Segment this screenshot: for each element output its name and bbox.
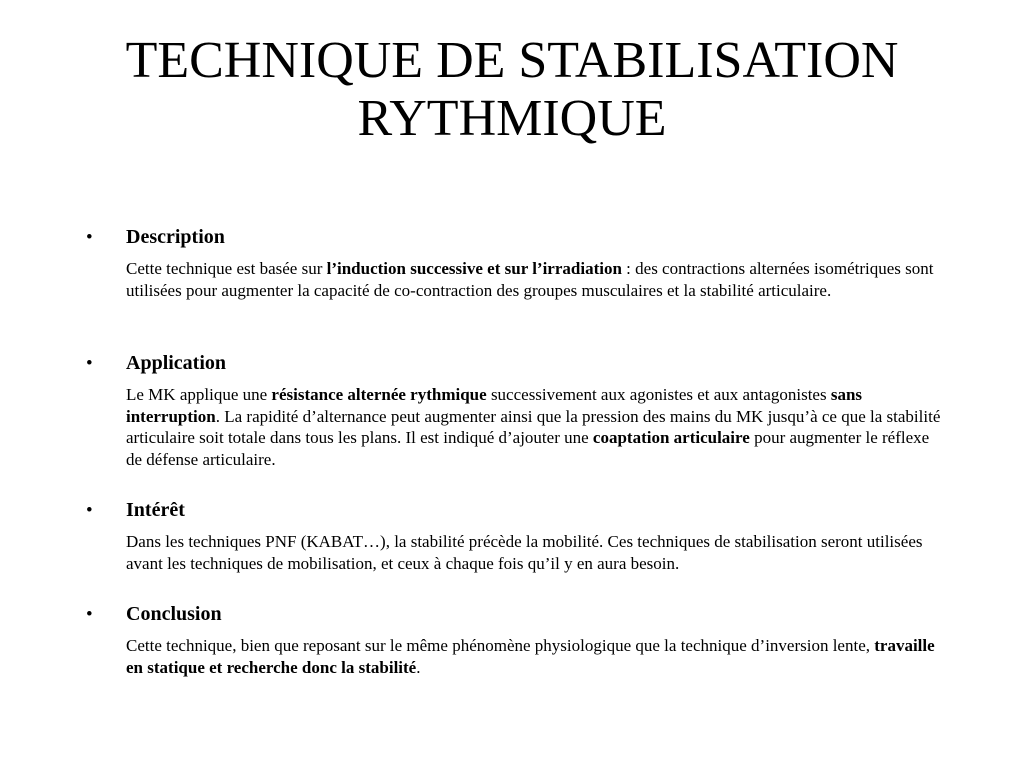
section-heading: Description	[126, 226, 225, 248]
bullet-icon: •	[86, 227, 93, 248]
paragraph-text: Dans les techniques PNF (KABAT…), la stabilité précède la mobilité. Ces techniques de stabilisation seront utilisées avant les techniques de mobilisation, et ceux à chaque fois qu’il y en aura besoin.	[126, 532, 923, 573]
paragraph-bold-text: résistance alternée rythmique	[271, 385, 487, 404]
bullet-row	[86, 352, 946, 378]
bullet-row	[86, 499, 946, 525]
section-paragraph	[126, 635, 946, 678]
bullet-icon: •	[86, 500, 93, 521]
section-paragraph	[126, 531, 946, 574]
bullet-row	[86, 226, 946, 252]
bullet-icon: •	[86, 353, 93, 374]
section-heading: Application	[126, 352, 227, 374]
paragraph-bold-text: coaptation articulaire	[592, 428, 750, 447]
paragraph-bold-text: sans interruption	[126, 385, 863, 426]
paragraph-bold-text: travaille en statique et recherche donc la stabilité	[126, 636, 935, 677]
section-heading: Conclusion	[126, 603, 222, 625]
slide-title-line-1: TECHNIQUE DE STABILISATION	[125, 32, 899, 89]
paragraph-text: successivement aux agonistes et aux antagonistes	[486, 385, 831, 404]
section-paragraph	[126, 258, 946, 301]
paragraph-text: . La rapidité d’alternance peut augmenter ainsi que la pression des mains du MK jusqu’à ce que la stabilité articulaire soit totale dans tous les plans. Il est indiqué d’ajouter une	[126, 406, 941, 447]
paragraph-text: .	[416, 657, 421, 677]
slide-title	[0, 32, 1024, 148]
paragraph-text: Cette technique, bien que reposant sur le même phénomène physiologique que la technique d’inversion lente,	[126, 636, 875, 655]
paragraph-text: pour augmenter le réflexe de défense articulaire.	[126, 428, 930, 469]
paragraph-text: Le MK applique une	[126, 385, 272, 404]
section-heading: Intérêt	[126, 499, 185, 521]
paragraph-bold-text: l’induction successive et sur l’irradiation	[326, 259, 622, 278]
section-description	[86, 226, 946, 301]
slide-title-line-2: RYTHMIQUE	[357, 90, 667, 147]
bullet-row	[86, 603, 946, 629]
section-application	[86, 352, 946, 470]
section-paragraph	[126, 384, 946, 470]
paragraph-text: Cette technique est basée sur	[126, 259, 327, 278]
section-interet	[86, 499, 946, 574]
section-conclusion	[86, 603, 946, 678]
bullet-icon: •	[86, 604, 93, 625]
paragraph-text: : des contractions alternées isométriques sont utilisées pour augmenter la capacité de co-contraction des groupes musculaires et la stabilité articulaire.	[126, 259, 934, 300]
